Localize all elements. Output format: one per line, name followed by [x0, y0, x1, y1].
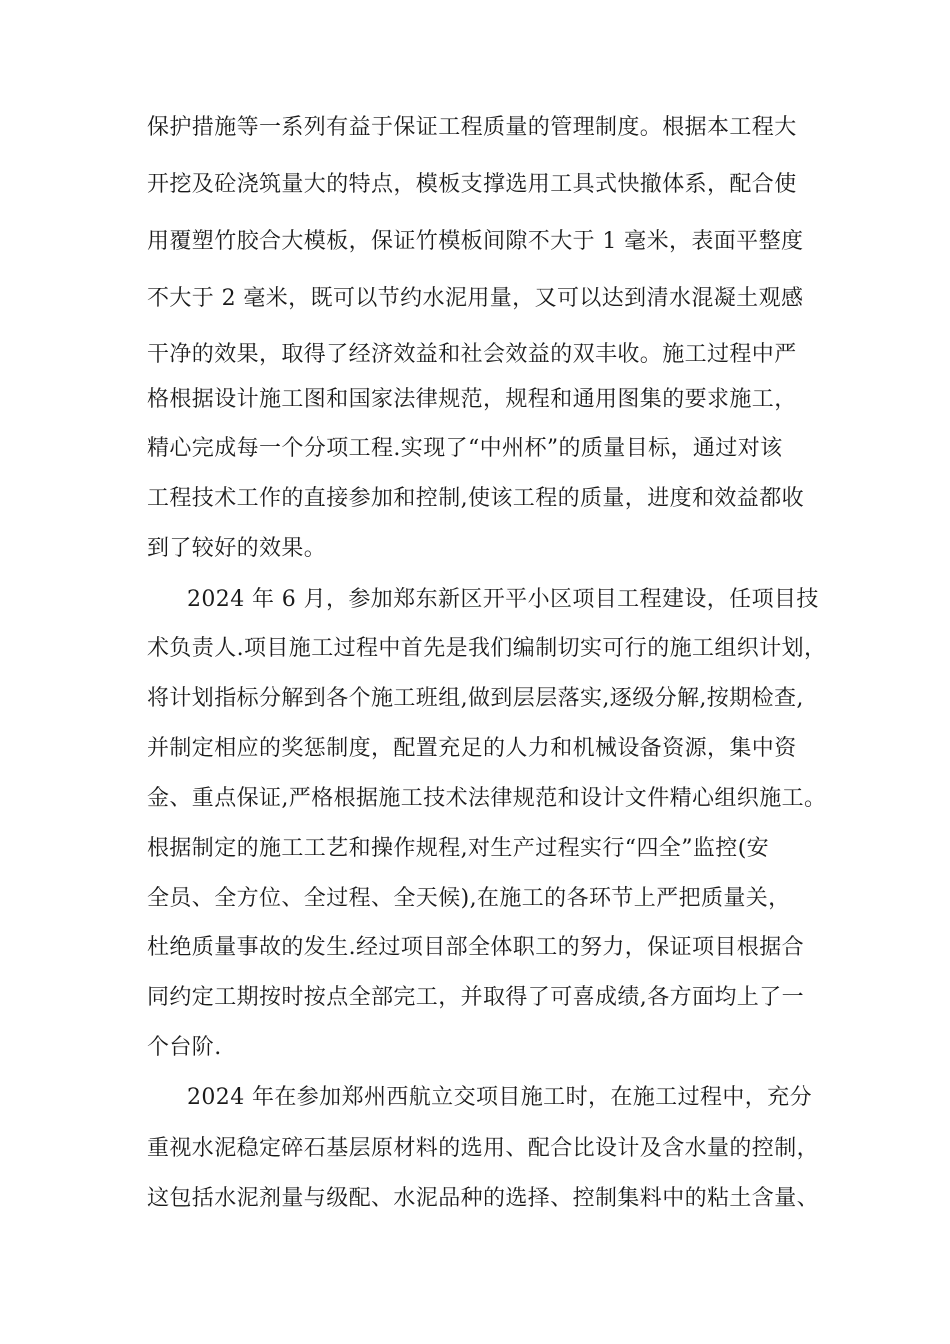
text-line: 格根据设计施工图和国家法律规范，规程和通用图集的要求施工，	[147, 387, 797, 412]
paragraph-start-line: 2024 年 6 月，参加郑东新区开平小区项目工程建设，任项目技	[187, 587, 819, 612]
text-line: 工程技术工作的直接参加和控制,使该工程的质量，进度和效益都收	[147, 486, 804, 511]
text-line: 将计划指标分解到各个施工班组,做到层层落实,逐级分解,按期检查,	[147, 686, 804, 711]
text-line: 并制定相应的奖惩制度，配置充足的人力和机械设备资源，集中资	[147, 736, 797, 761]
text-line: 根据制定的施工工艺和操作规程,对生产过程实行“四全”监控(安	[147, 836, 770, 861]
text-line: 不大于 2 毫米，既可以节约水泥用量，又可以达到清水混凝土观感	[147, 286, 804, 311]
text-line: 杜绝质量事故的发生.经过项目部全体职工的努力，保证项目根据合	[147, 935, 804, 960]
text-line: 术负责人.项目施工过程中首先是我们编制切实可行的施工组织计划，	[147, 636, 827, 661]
text-line: 个台阶.	[147, 1035, 222, 1060]
text-line: 重视水泥稳定碎石基层原材料的选用、配合比设计及含水量的控制，	[147, 1136, 820, 1161]
text-line: 干净的效果，取得了经济效益和社会效益的双丰收。施工过程中严	[147, 342, 797, 367]
text-line: 到了较好的效果。	[147, 536, 327, 561]
text-line: 这包括水泥剂量与级配、水泥品种的选择、控制集料中的粘土含量、	[147, 1186, 820, 1211]
paragraph-start-line: 2024 年在参加郑州西航立交项目施工时，在施工过程中，充分	[187, 1085, 812, 1110]
text-line: 全员、全方位、全过程、全天候),在施工的各环节上严把质量关，	[147, 886, 791, 911]
text-line: 金、重点保证,严格根据施工技术法律规范和设计文件精心组织施工。	[147, 786, 827, 811]
text-line: 用覆塑竹胶合大模板，保证竹模板间隙不大于 1 毫米，表面平整度	[147, 229, 804, 254]
text-line: 保护措施等一系列有益于保证工程质量的管理制度。根据本工程大	[147, 115, 797, 140]
text-line: 开挖及砼浇筑量大的特点，模板支撑选用工具式快撤体系，配合使	[147, 172, 797, 197]
text-line: 同约定工期按时按点全部完工，并取得了可喜成绩,各方面均上了一	[147, 985, 804, 1010]
text-line: 精心完成每一个分项工程.实现了“中州杯”的质量目标，通过对该	[147, 436, 783, 461]
